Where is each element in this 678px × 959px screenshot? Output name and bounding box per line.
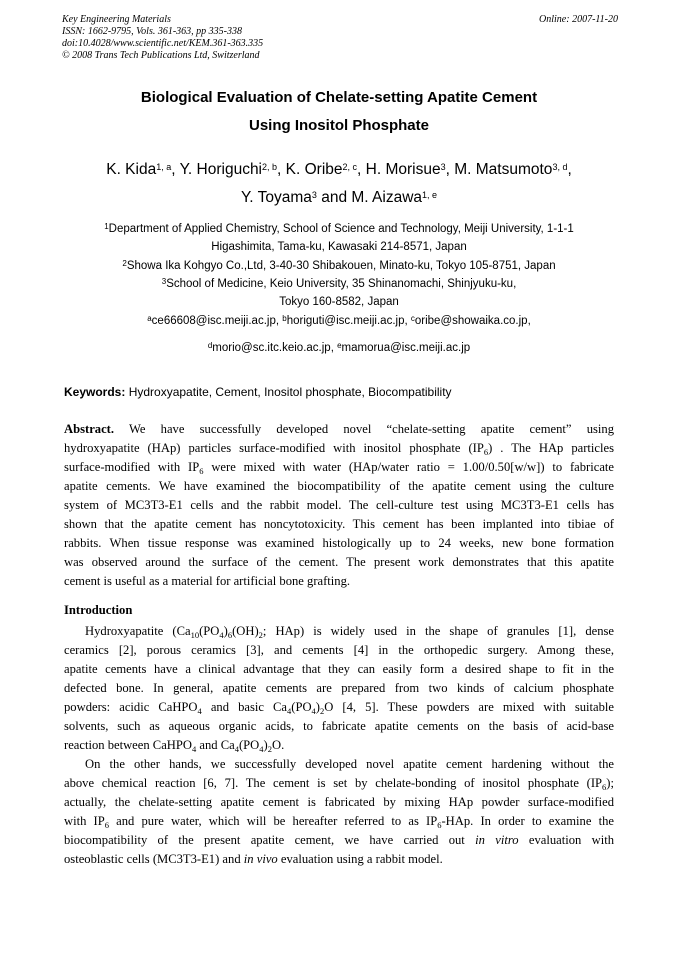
affiliation-text: Showa Ika Kohgyo Co.,Ltd, 3-40-30 Shibakouen, Minato-ku, Tokyo 105-8751, Japan [126, 260, 556, 272]
author-name: H. Morisue [365, 161, 441, 178]
author-separator: and [316, 189, 352, 206]
email-line-2: $^d$morio@sc.itc.keio.ac.jp, $^e$mamorua@isc.meiji.ac.jp [207, 341, 471, 354]
abstract-line: was observed around the surface of the cement. The present work demonstrates that this apatite [64, 555, 614, 569]
affiliation-1-line-2: Higashimita, Tama-ku, Kawasaki 214-8571, Japan [211, 241, 467, 253]
intro-line: On the other hands, we successfully developed novel apatite cement hardening without the [85, 757, 614, 771]
paper-title-line-2: Using Inositol Phosphate [248, 117, 429, 134]
keywords [64, 385, 452, 399]
email-b[interactable]: horiguti@isc.meiji.ac.jp [286, 315, 405, 327]
affiliation-1-line-1 [60, 222, 618, 236]
keywords-label: Keywords: [64, 385, 126, 399]
affiliation-3-line-2: Tokyo 160-8582, Japan [279, 296, 399, 308]
author-sup: 2, b [262, 162, 278, 172]
copyright-line: © 2008 Trans Tech Publications Ltd, Switzerland [62, 50, 260, 61]
abstract-line: system of MC3T3-E1 cells and the rabbit model. The cell-culture test using MC3T3-E1 cells has [64, 498, 614, 512]
journal-header [62, 14, 618, 62]
abstract-line: cement is useful as a material for artificial bone grafting. [64, 574, 351, 588]
abstract-line: shown that the apatite cement has noncytotoxicity. This cement has been implanted into tibiae of [64, 517, 614, 531]
affiliation-sup: 1 [104, 222, 109, 231]
introduction-body [64, 622, 614, 869]
affiliation-2 [60, 259, 618, 273]
author-separator: , [277, 161, 286, 178]
intro-line: reaction between CaHPO$_4$ and $Ca_4(PO_4)_2O$. [64, 738, 285, 754]
email-a[interactable]: ce66608@isc.meiji.ac.jp [151, 315, 276, 327]
author-name: K. Kida [106, 161, 157, 178]
intro-line: osteoblastic cells (MC3T3-E1) and in vivo evaluation using a rabbit model. [64, 852, 443, 866]
affiliation-text: Department of Applied Chemistry, School of Science and Technology, Meiji University, 1-1-1 [108, 223, 574, 235]
author-name: M. Aizawa [351, 189, 423, 206]
abstract-text: We have successfully developed novel “chelate-setting apatite cement” using [129, 422, 614, 436]
intro-line: powders: acidic CaHPO$_4$ and basic $Ca_4(PO_4)_2O$ [4, 5]. These powders are mixed with suitable [64, 700, 614, 716]
author-sup: 2, c [342, 162, 358, 172]
intro-line: ceramics [2], porous ceramics [3], and cements [4] in the orthopedic surgery. Among these, [64, 643, 614, 657]
author-name: Y. Horiguchi [179, 161, 263, 178]
keywords-text: Hydroxyapatite, Cement, Inositol phosphate, Biocompatibility [128, 385, 452, 399]
abstract-line: apatite cements. We have examined the biocompatibility of the apatite cement using the culture [64, 479, 614, 493]
author-sup: 1, e [422, 190, 438, 200]
abstract-line [64, 420, 614, 439]
intro-line: with $IP_6$ and pure water, which will be hereafter referred to as $IP_6$-HAp. In order to examine the [64, 814, 614, 830]
affiliation-3-line-1 [60, 277, 618, 291]
author-line-1 [40, 160, 638, 180]
doi-line: doi:10.4028/www.scientific.net/KEM.361-363.335 [62, 38, 264, 49]
author-separator: , [357, 161, 366, 178]
intro-line: actually, the chelate-setting apatite cement is fabricated by mixing HAp powder surface-modified [64, 795, 614, 809]
online-date: Online: 2007-11-20 [539, 14, 618, 25]
paper-title-line-1: Biological Evaluation of Chelate-setting Apatite Cement [140, 89, 538, 106]
author-sup: 3, d [552, 162, 568, 172]
email-e[interactable]: mamorua@isc.meiji.ac.jp [341, 342, 471, 354]
affiliation-sup: 2 [122, 259, 127, 268]
intro-line: biocompatibility of the present apatite cement, we have carried out in vitro evaluation with [64, 833, 614, 847]
abstract-line: hydroxyapatite (HAp) particles surface-modified with inositol phosphate $(IP_6)$ . The HAp particles [64, 441, 614, 457]
email-line-1: $^a$ce66608@isc.meiji.ac.jp, $^b$horiguti@isc.meiji.ac.jp, $^c$oribe@showaika.co.jp, [147, 314, 531, 327]
author-sup: 1, a [156, 162, 172, 172]
author-name: K. Oribe [285, 161, 343, 178]
abstract-line: rabbits. When tissue response was examined histologically up to 24 weeks, new bone formation [64, 536, 614, 550]
issn-line: ISSN: 1662-9795, Vols. 361-363, pp 335-338 [62, 26, 242, 37]
affiliation-sup: 3 [161, 277, 167, 286]
introduction-heading: Introduction [64, 603, 133, 617]
email-c[interactable]: oribe@showaika.co.jp [414, 315, 528, 327]
affiliation-text: School of Medicine, Keio University, 35 Shinanomachi, Shinjyuku-ku, [166, 278, 517, 290]
author-separator: , [171, 161, 180, 178]
intro-line: solvents, such as aqueous organic acids, to fabricate apatite cements on the basis of acid-base [64, 719, 614, 733]
intro-line: defected bone. In general, apatite cements are prepared from two kinds of calcium phosphate [64, 681, 614, 695]
author-separator: , [445, 161, 455, 178]
author-name: Y. Toyama [240, 189, 312, 206]
intro-line: above chemical reaction [6, 7]. The cement is set by chelate-bonding of inositol phosphate $(IP_6)$; [64, 776, 614, 792]
journal-name: Key Engineering Materials [62, 14, 171, 25]
intro-line: apatite cements have a clinical advantage that they can easily form a desired shape to fit in the [64, 662, 614, 676]
author-sup: 3 [311, 190, 317, 200]
intro-line: Hydroxyapatite ($Ca_{10}(PO_4)_6(OH)_2$; HAp) is widely used in the shape of granules [1], dense [85, 624, 614, 640]
abstract-line: surface-modified with $IP_6$ were mixed with water (HAp/water ratio = 1.00/0.50[w/w]) to fabricate [64, 460, 614, 476]
author-separator: , [567, 161, 572, 178]
abstract-label: Abstract. [64, 422, 115, 436]
abstract [64, 420, 614, 591]
email-d[interactable]: morio@sc.itc.keio.ac.jp [212, 342, 331, 354]
author-line-2 [40, 188, 638, 208]
author-name: M. Matsumoto [454, 161, 553, 178]
author-sup: 3 [440, 162, 446, 172]
